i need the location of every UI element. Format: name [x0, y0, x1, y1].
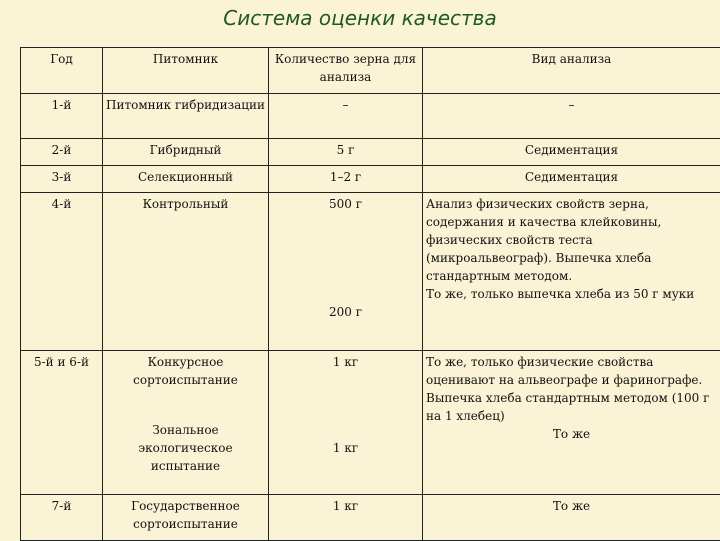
year-cell: 1-й: [21, 94, 103, 139]
amount-cell: [269, 351, 423, 495]
amount-value-alt: 200 г: [272, 303, 419, 321]
amount-cell: [269, 193, 423, 351]
analysis-cell: Седиментация: [423, 139, 720, 166]
amount-cell: 1 кг: [269, 495, 423, 541]
year-cell: 4-й: [21, 193, 103, 351]
header-analysis: Вид анализа: [423, 48, 720, 94]
amount-value: 500 г: [272, 195, 419, 213]
analysis-cell: Седиментация: [423, 166, 720, 193]
nursery-cell: Государственное сортоиспытание: [103, 495, 269, 541]
quality-table: [20, 47, 720, 541]
table-row: [21, 193, 720, 351]
analysis-cell: То же: [423, 495, 720, 541]
nursery-cell: [103, 351, 269, 495]
table-row: [21, 166, 720, 193]
year-cell: 2-й: [21, 139, 103, 166]
analysis-cell: [423, 351, 720, 495]
nursery-cell: Селекционный: [103, 166, 269, 193]
page-title: Система оценки качества: [0, 6, 720, 30]
header-nursery: Питомник: [103, 48, 269, 94]
nursery-cell: Питомник гибридизации: [103, 94, 269, 139]
table-row: [21, 94, 720, 139]
amount-value: 1 кг: [272, 353, 419, 371]
analysis-cell: –: [423, 94, 720, 139]
amount-cell: 5 г: [269, 139, 423, 166]
amount-cell: –: [269, 94, 423, 139]
amount-value-alt: 1 кг: [272, 439, 419, 457]
header-row: [21, 48, 720, 94]
header-year: Год: [21, 48, 103, 94]
table-row: [21, 495, 720, 541]
analysis-cell: [423, 193, 720, 351]
nursery-cell: Гибридный: [103, 139, 269, 166]
analysis-text-alt: То же, только выпечка хлеба из 50 г муки: [426, 285, 717, 303]
analysis-text: То же, только физические свойства оценивают на альвеографе и фаринографе. Выпечка хлеба стандартным методом (100 г на 1 хлебец): [426, 353, 717, 425]
amount-cell: 1–2 г: [269, 166, 423, 193]
header-amount: Количество зерна для анализа: [269, 48, 423, 94]
table-row: [21, 351, 720, 495]
year-cell: 3-й: [21, 166, 103, 193]
nursery-cell: Контрольный: [103, 193, 269, 351]
table-row: [21, 139, 720, 166]
year-cell: 7-й: [21, 495, 103, 541]
nursery-name: Конкурсное сортоиспытание: [106, 353, 265, 389]
analysis-text-alt: То же: [426, 425, 717, 443]
nursery-name-alt: Зональное экологическое испытание: [106, 421, 265, 475]
analysis-text: Анализ физических свойств зерна, содержания и качества клейковины, физических свойств теста (микроальвеограф). Выпечка хлеба стандартным методом.: [426, 195, 717, 285]
year-cell: 5-й и 6-й: [21, 351, 103, 495]
